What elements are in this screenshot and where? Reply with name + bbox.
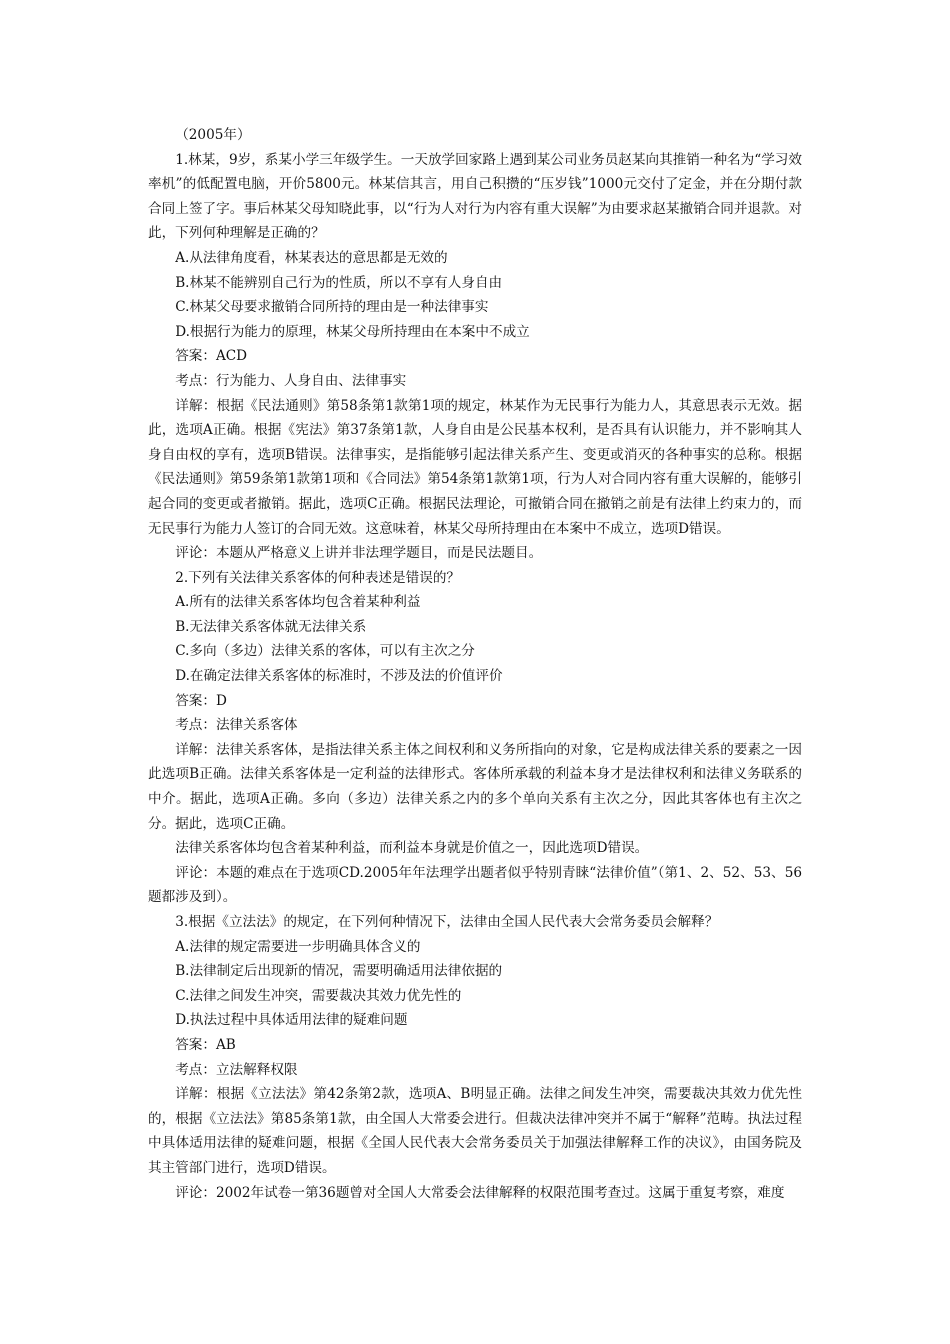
q3-option-c: C.法律之间发生冲突，需要裁决其效力优先性的: [175, 987, 462, 1004]
q3-point: 考点：立法解释权限: [175, 1061, 298, 1078]
q3-stem: 3.根据《立法法》的规定，在下列何种情况下，法律由全国人民代表大会常务委员会解释？: [175, 914, 719, 930]
q1-detail: 详解：根据《民法通则》第58条第1款第1项的规定，林某作为无民事行为能力人，其意思表示无效。据此，选项A正确。根据《宪法》第37条第1款，人身自由是公民基本权利，是否具有认识能力，并不影响其人身自由权的享有，选项B错误。法律事实，是指能够引起法律关系产生、变更或消灭的各种事实的总称。根据《民法通则》第59条第1款第1项和《合同法》第54条第1款第1项，行为人对合同内容有重大误解的，能够引起合同的变更或者撤销。据此，选项C正确。根据民法理论，可撤销合同在撤销之前是有法律上约束力的，而无民事行为能力人签订的合同无效。这意味着，林某父母所持理由在本案中不成立，选项D错误。: [148, 397, 802, 537]
q2-comment: 评论：本题的难点在于选项CD.2005年年法理学出题者似乎特别青睐“法律价值”（第1、2、52、53、56题都涉及到）。: [148, 864, 802, 906]
q3-detail: 详解：根据《立法法》第42条第2款，选项A、B明显正确。法律之间发生冲突，需要裁决其效力优先性的，根据《立法法》第85条第1款，由全国人大常委会进行。但裁决法律冲突并不属于“解释”范畴。执法过程中具体适用法律的疑难问题，根据《全国人民代表大会常务委员关于加强法律解释工作的决议》，由国务院及其主管部门进行，选项D错误。: [148, 1086, 802, 1176]
q1-stem: 1.林某，9岁，系某小学三年级学生。一天放学回家路上遇到某公司业务员赵某向其推销一种名为“学习效率机”的低配置电脑，开价5800元。林某信其言，用自己积攒的“压岁钱”1000元交付了定金，并在分期付款合同上签了字。事后林某父母知晓此事，以“行为人对行为内容有重大误解”为由要求赵某撤销合同并退款。对此，下列何种理解是正确的？: [148, 151, 802, 242]
document-body: [148, 123, 802, 1205]
q3-answer: 答案：AB: [175, 1036, 236, 1053]
q2-option-c: C.多向（多边）法律关系的客体，可以有主次之分: [175, 643, 475, 660]
year-heading: （2005年）: [175, 127, 251, 143]
q1-option-d: D.根据行为能力的原理，林某父母所持理由在本案中不成立: [175, 323, 530, 340]
q3-option-a: A.法律的规定需要进一步明确具体含义的: [175, 938, 421, 955]
q2-option-b: B.无法律关系客体就无法律关系: [175, 618, 367, 635]
q1-option-c: C.林某父母要求撤销合同所持的理由是一种法律事实: [175, 299, 489, 316]
q1-comment: 评论：本题从严格意义上讲并非法理学题目，而是民法题目。: [175, 545, 543, 562]
q1-option-b: B.林某不能辨别自己行为的性质，所以不享有人身自由: [175, 274, 503, 291]
q2-option-d: D.在确定法律关系客体的标准时，不涉及法的价值评价: [175, 668, 503, 685]
q2-detail: 详解：法律关系客体，是指法律关系主体之间权利和义务所指向的对象，它是构成法律关系的要素之一因此选项B正确。法律关系客体是一定利益的法律形式。客体所承载的利益本身才是法律权利和法律义务联系的中介。据此，选项A正确。多向（多边）法律关系之内的多个单向关系有主次之分，因此其客体也有主次之分。据此，选项C正确。: [148, 741, 802, 832]
q3-comment: 评论：2002年试卷一第36题曾对全国人大常委会法律解释的权限范围考查过。这属于重复考察，难度: [175, 1184, 785, 1201]
q1-point: 考点：行为能力、人身自由、法律事实: [175, 372, 407, 389]
q1-option-a: A.从法律角度看，林某表达的意思都是无效的: [175, 249, 448, 266]
q1-answer: 答案：ACD: [175, 348, 248, 365]
q2-stem: 2.下列有关法律关系客体的何种表述是错误的？: [175, 569, 461, 586]
q3-option-d: D.执法过程中具体适用法律的疑难问题: [175, 1012, 408, 1029]
q2-point: 考点：法律关系客体: [175, 717, 298, 734]
q2-detail-continued: 法律关系客体均包含着某种利益，而利益本身就是价值之一，因此选项D错误。: [175, 840, 649, 857]
q2-answer: 答案：D: [175, 692, 227, 709]
q2-option-a: A.所有的法律关系客体均包含着某种利益: [175, 594, 421, 611]
q3-option-b: B.法律制定后出现新的情况，需要明确适用法律依据的: [175, 963, 503, 980]
